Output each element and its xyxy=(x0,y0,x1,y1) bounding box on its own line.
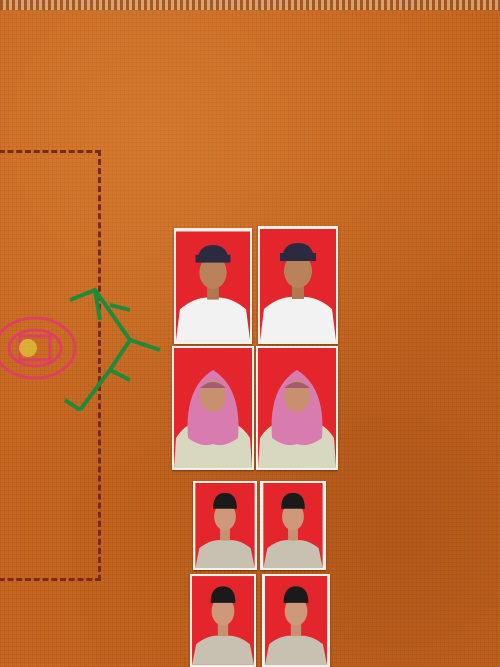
boy-portrait-icon xyxy=(262,483,324,568)
boy-portrait-icon xyxy=(264,576,328,665)
passport-photo-man-1 xyxy=(174,228,252,344)
carpet-fringe xyxy=(0,0,500,10)
passport-photo-boy-1 xyxy=(193,481,257,570)
passport-photo-boy-4 xyxy=(262,574,330,667)
man-portrait-icon xyxy=(176,230,250,342)
embroidered-flower-icon xyxy=(0,270,165,420)
woman-portrait-icon xyxy=(174,348,252,468)
passport-photo-boy-2 xyxy=(260,481,326,570)
passport-photo-boy-3 xyxy=(190,574,256,667)
passport-photo-man-2 xyxy=(258,226,338,344)
passport-photo-woman-2 xyxy=(256,346,338,470)
man-portrait-icon xyxy=(260,228,336,342)
woman-portrait-icon xyxy=(258,348,336,468)
boy-portrait-icon xyxy=(195,483,255,568)
boy-portrait-icon xyxy=(192,576,254,665)
passport-photo-woman-1 xyxy=(172,346,254,470)
